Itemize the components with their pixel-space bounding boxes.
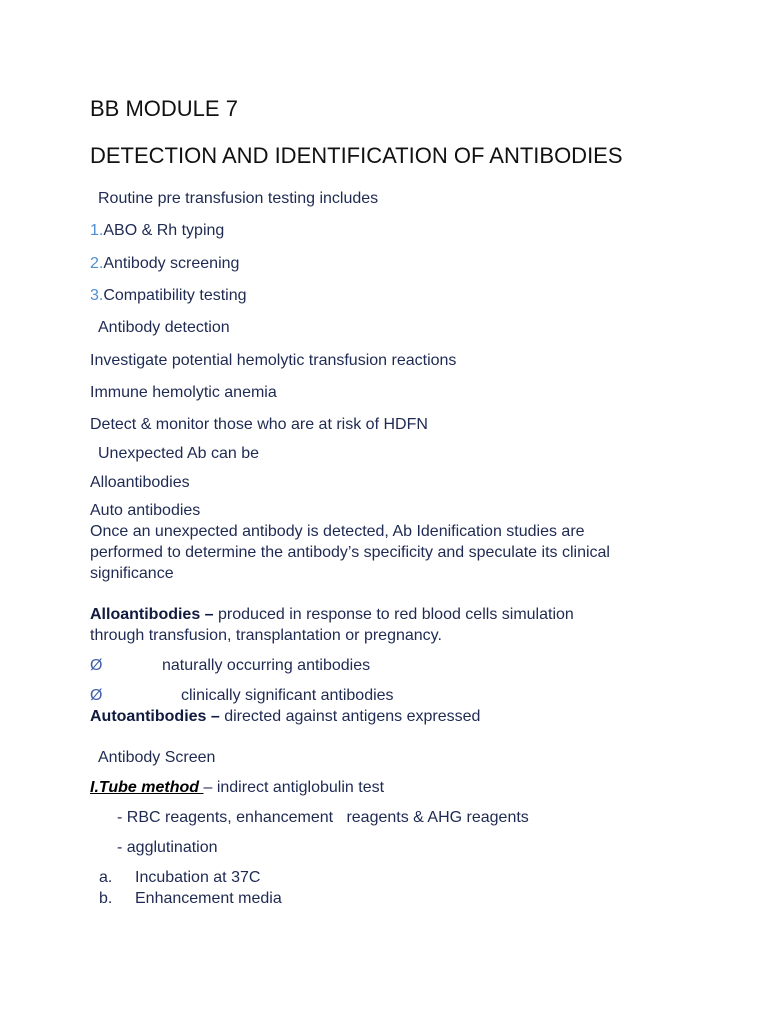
method-line xyxy=(90,780,384,796)
paragraph-line: significance xyxy=(90,565,174,582)
numbered-item xyxy=(90,256,239,272)
list-item-text: ABO & Rh typing xyxy=(103,222,225,239)
method-desc: – indirect antiglobulin test xyxy=(203,779,385,796)
term-autoantibodies: Autoantibodies – xyxy=(90,708,220,725)
definition-line xyxy=(90,607,574,623)
text-line: Investigate potential hemolytic transfusion reactions xyxy=(90,352,457,369)
page-subtitle: DETECTION AND IDENTIFICATION OF ANTIBODIES xyxy=(90,143,623,168)
definition-text: directed against antigens expressed xyxy=(219,708,481,725)
paragraph-line: performed to determine the antibody’s specificity and speculate its clinical xyxy=(90,544,610,561)
definition-line xyxy=(90,709,480,725)
list-letter: a. xyxy=(99,869,113,886)
list-item-text: Incubation at 37C xyxy=(135,869,261,886)
text-line: Immune hemolytic anemia xyxy=(90,384,277,401)
bullet-icon: Ø xyxy=(90,687,103,704)
section-heading: Antibody detection xyxy=(98,319,230,336)
numbered-item xyxy=(90,223,224,239)
list-item-text: Antibody screening xyxy=(103,255,240,272)
text-line: Auto antibodies xyxy=(90,502,201,519)
list-letter: b. xyxy=(99,890,113,907)
page-title: BB MODULE 7 xyxy=(90,96,238,121)
list-item-text: Enhancement media xyxy=(135,890,282,907)
text-line: Detect & monitor those who are at risk of HDFN xyxy=(90,416,428,433)
method-title: I.Tube method xyxy=(90,779,204,796)
paragraph-line: Once an unexpected antibody is detected, Ab Idenification studies are xyxy=(90,523,585,540)
bullet-text: clinically significant antibodies xyxy=(181,687,394,704)
section-heading: Antibody Screen xyxy=(98,749,216,766)
numbered-item xyxy=(90,288,247,304)
text-line: - agglutination xyxy=(117,839,218,856)
list-number: 2. xyxy=(90,255,104,272)
term-alloantibodies: Alloantibodies – xyxy=(90,606,214,623)
list-number: 1. xyxy=(90,222,104,239)
bullet-icon: Ø xyxy=(90,657,103,674)
text-line: - RBC reagents, enhancement reagents & AHG reagents xyxy=(117,809,529,826)
definition-line: through transfusion, transplantation or pregnancy. xyxy=(90,627,442,644)
intro-text: Routine pre transfusion testing includes xyxy=(98,190,379,207)
text-line: Alloantibodies xyxy=(90,474,190,491)
list-number: 3. xyxy=(90,287,104,304)
section-heading: Unexpected Ab can be xyxy=(98,445,260,462)
list-item-text: Compatibility testing xyxy=(103,287,247,304)
bullet-text: naturally occurring antibodies xyxy=(162,657,371,674)
definition-text: produced in response to red blood cells simulation xyxy=(213,606,574,623)
